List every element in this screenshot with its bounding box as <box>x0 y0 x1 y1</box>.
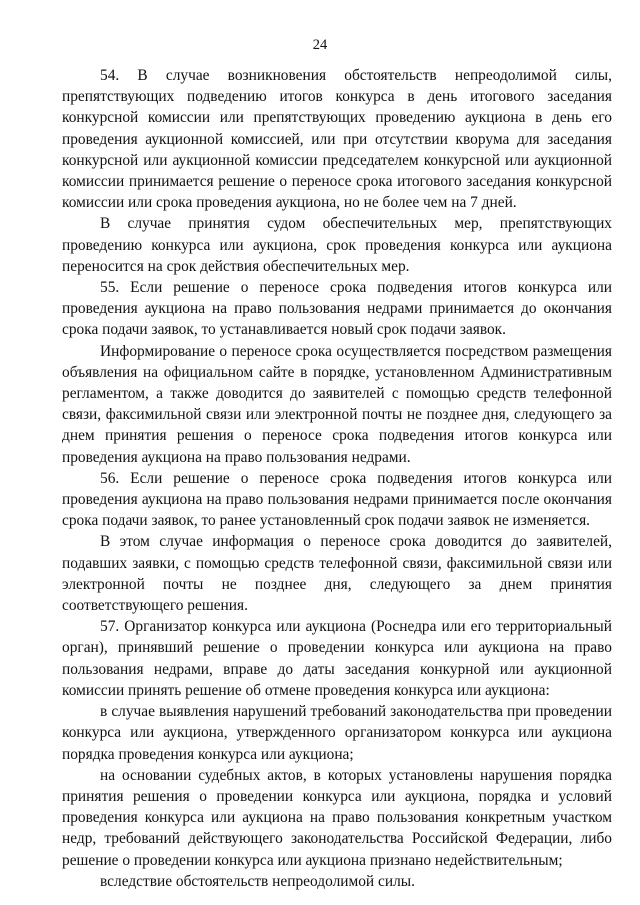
paragraph-55: 55. Если решение о переносе срока подведения итогов конкурса или проведения аукциона на право пользования недрами принимается до окончания срока подачи заявок, то устанавливается новый срок подачи заявок. <box>62 279 612 339</box>
paragraph-54: 54. В случае возникновения обстоятельств непреодолимой силы, препятствующих подведению итогов конкурса в день итогового заседания конкурсной комиссии или препятствующих проведению аукциона в день его проведения аукционной комиссией, или при отсутствии кворума для заседания конкурсной или аукционной комиссии председателем конкурсной или аукционной комиссии принимается решение о переносе срока итогового заседания конкурсной комиссии или срока проведения аукциона, но не более чем на 7 дней. <box>62 67 612 212</box>
paragraph-57-item-court-acts: на основании судебных актов, в которых установлены нарушения порядка принятия решения о проведении конкурса или аукциона, порядка и условий проведения конкурса или аукциона на право пользования конкретным участком недр, требований действующего законодательства Российской Федерации, либо решение о проведении конкурса или аукциона признано недействительным; <box>62 766 612 869</box>
paragraph-56: 56. Если решение о переносе срока подведения итогов конкурса или проведения аукциона на право пользования недрами принимается после окончания срока подачи заявок, то ранее установленный срок подачи заявок не изменяется. <box>62 469 612 530</box>
paragraph-54-court: В случае принятия судом обеспечительных мер, препятствующих проведению конкурса или аукциона, срок проведения конкурса или аукциона переносится на срок действия обеспечительных мер. <box>62 215 612 275</box>
paragraph-57-item-force-majeure: вследствие обстоятельств непреодолимой силы. <box>100 872 415 890</box>
page-number: 24 <box>312 37 328 53</box>
paragraph-57: 57. Организатор конкурса или аукциона (Роснедра или его территориальный орган), принявший решение о проведении конкурса или аукциона на право пользования недрами, вправе до даты заседания конкурной или аукционной комиссии принять решение об отмене проведения конкурса или аукциона: <box>62 618 612 699</box>
paragraph-55-informing: Информирование о переносе срока осуществляется посредством размещения объявления на официальном сайте в порядке, установленном Административным регламентом, а также доводится до заявителей с помощью средств телефонной связи, факсимильной связи или электронной почты не позднее дня, следующего за днем принятия решения о переносе срока подведения итогов конкурса или проведения аукциона на право пользования недрами. <box>62 342 612 466</box>
document-body <box>62 65 612 892</box>
paragraph-57-item-violations: в случае выявления нарушений требований законодательства при проведении конкурса или аукциона, утвержденного организатором конкурса или аукциона порядка проведения конкурса или аукциона; <box>62 703 612 763</box>
paragraph-56-case: В этом случае информация о переносе срока доводится до заявителей, подавших заявки, с помощью средств телефонной связи, факсимильной связи или электронной почты не позднее дня, следующего за днем принятия соответствующего решения. <box>62 533 612 615</box>
